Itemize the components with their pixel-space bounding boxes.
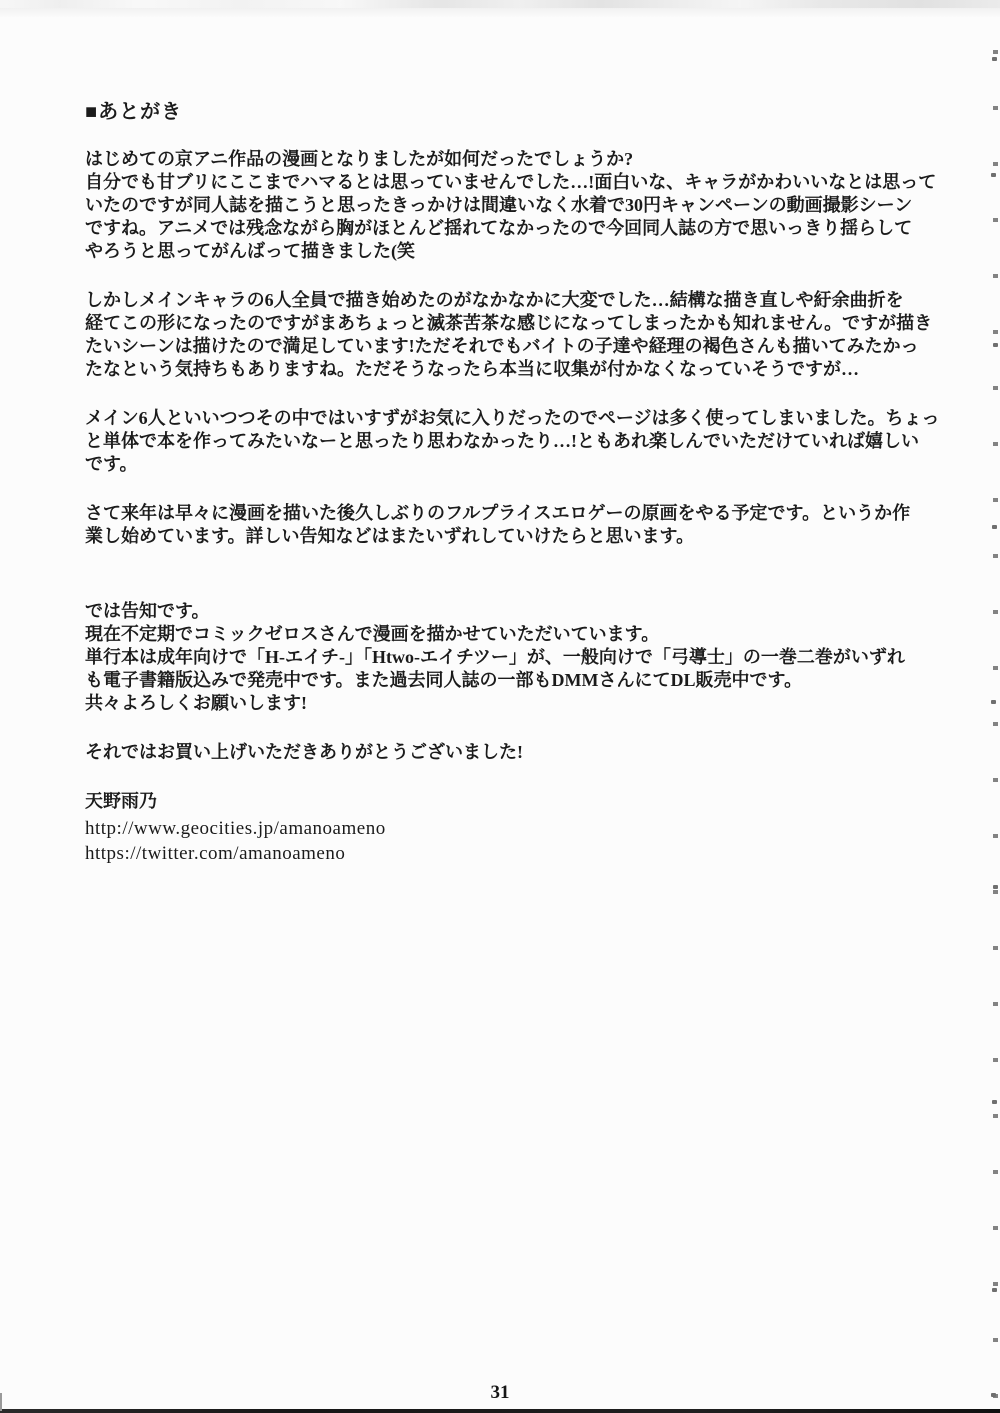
afterword-paragraph-thanks: [85, 741, 945, 764]
text-line: 共々よろしくお願いします!: [85, 693, 307, 713]
text-line: さて来年は早々に漫画を描いた後久しぶりのフルプライスエロゲーの原画をやる予定です。というか作: [85, 503, 911, 523]
scan-speckle: [993, 343, 998, 347]
afterword-content: [85, 100, 945, 866]
afterword-paragraph-4: [85, 502, 945, 548]
afterword-paragraph-3: [85, 407, 945, 476]
afterword-paragraph-announcement: [85, 600, 945, 715]
afterword-heading: ■あとがき: [85, 101, 183, 123]
text-line: ですね。アニメでは残念ながら胸がほとんど揺れてなかったので今回同人誌の方で思いっきり揺らして: [85, 218, 913, 238]
text-line: それではお買い上げいただきありがとうございました!: [85, 742, 523, 762]
text-line: 業し始めています。詳しい告知などはまたいずれしていけたらと思います。: [85, 526, 695, 546]
scan-speckle: [992, 57, 997, 61]
scan-speckle: [992, 1288, 997, 1292]
text-line: しかしメインキャラの6人全員で描き始めたのがなかなかに大変でした…結構な描き直しや紆余曲折を: [85, 290, 904, 310]
text-line: です。: [85, 454, 138, 474]
text-line: いたのですが同人誌を描こうと思ったきっかけは間違いなく水着で30円キャンペーンの動画撮影シーン: [85, 195, 913, 215]
text-line: 現在不定期でコミックゼロスさんで漫画を描かせていただいています。: [85, 624, 660, 644]
scan-speckle: [991, 700, 996, 704]
afterword-paragraph-1: [85, 148, 945, 263]
text-line: たいシーンは描けたので満足しています!ただそれでもバイトの子達や経理の褐色さんも描いてみたかっ: [85, 336, 919, 356]
scan-speckle: [992, 525, 997, 529]
page-number: 31: [490, 1382, 510, 1403]
afterword-paragraph-2: [85, 289, 945, 381]
scan-top-edge-shadow: [0, 8, 1000, 18]
author-website-url: http://www.geocities.jp/amanoameno: [85, 818, 386, 839]
scan-bottom-edge-bar: [0, 1409, 1000, 1413]
author-signature: [85, 790, 945, 866]
text-line: 単行本は成年向けで「H-エイチ-」「Htwo-エイチツー」が、一般向けで「弓導士」の一巻二巻がいずれ: [85, 647, 905, 667]
scan-speckle: [991, 173, 996, 177]
text-line: と単体で本を作ってみたいなーと思ったり思わなかったり…!ともあれ楽しんでいただけていれば嬉しい: [85, 431, 919, 451]
text-line: 経てこの形になったのですがまあちょっと滅茶苦茶な感じになってしまったかも知れません。ですが描き: [85, 313, 933, 333]
scan-right-edge-noise: [993, 50, 998, 1400]
text-line: メイン6人といいつつその中ではいすずがお気に入りだったのでページは多く使ってしまいました。ちょっ: [85, 408, 940, 428]
scan-top-edge: [0, 0, 1000, 8]
scan-speckle: [993, 885, 998, 889]
author-name: 天野雨乃: [85, 791, 157, 811]
text-line: やろうと思ってがんばって描きました(笑: [85, 241, 415, 261]
text-line: 自分でも甘ブリにここまでハマるとは思っていませんでした…!面白いな、キャラがかわいいなとは思って: [85, 172, 937, 192]
scan-speckle: [992, 1100, 997, 1104]
text-line: たなという気持ちもありますね。ただそうなったら本当に収集が付かなくなっていそうですが…: [85, 359, 859, 379]
text-line: では告知です。: [85, 601, 210, 621]
text-line: も電子書籍版込みで発売中です。また過去同人誌の一部もDMMさんにてDL販売中です。: [85, 670, 803, 690]
text-line: はじめての京アニ作品の漫画となりましたが如何だったでしょうか?: [85, 149, 634, 169]
author-twitter-url: https://twitter.com/amanoameno: [85, 843, 346, 864]
